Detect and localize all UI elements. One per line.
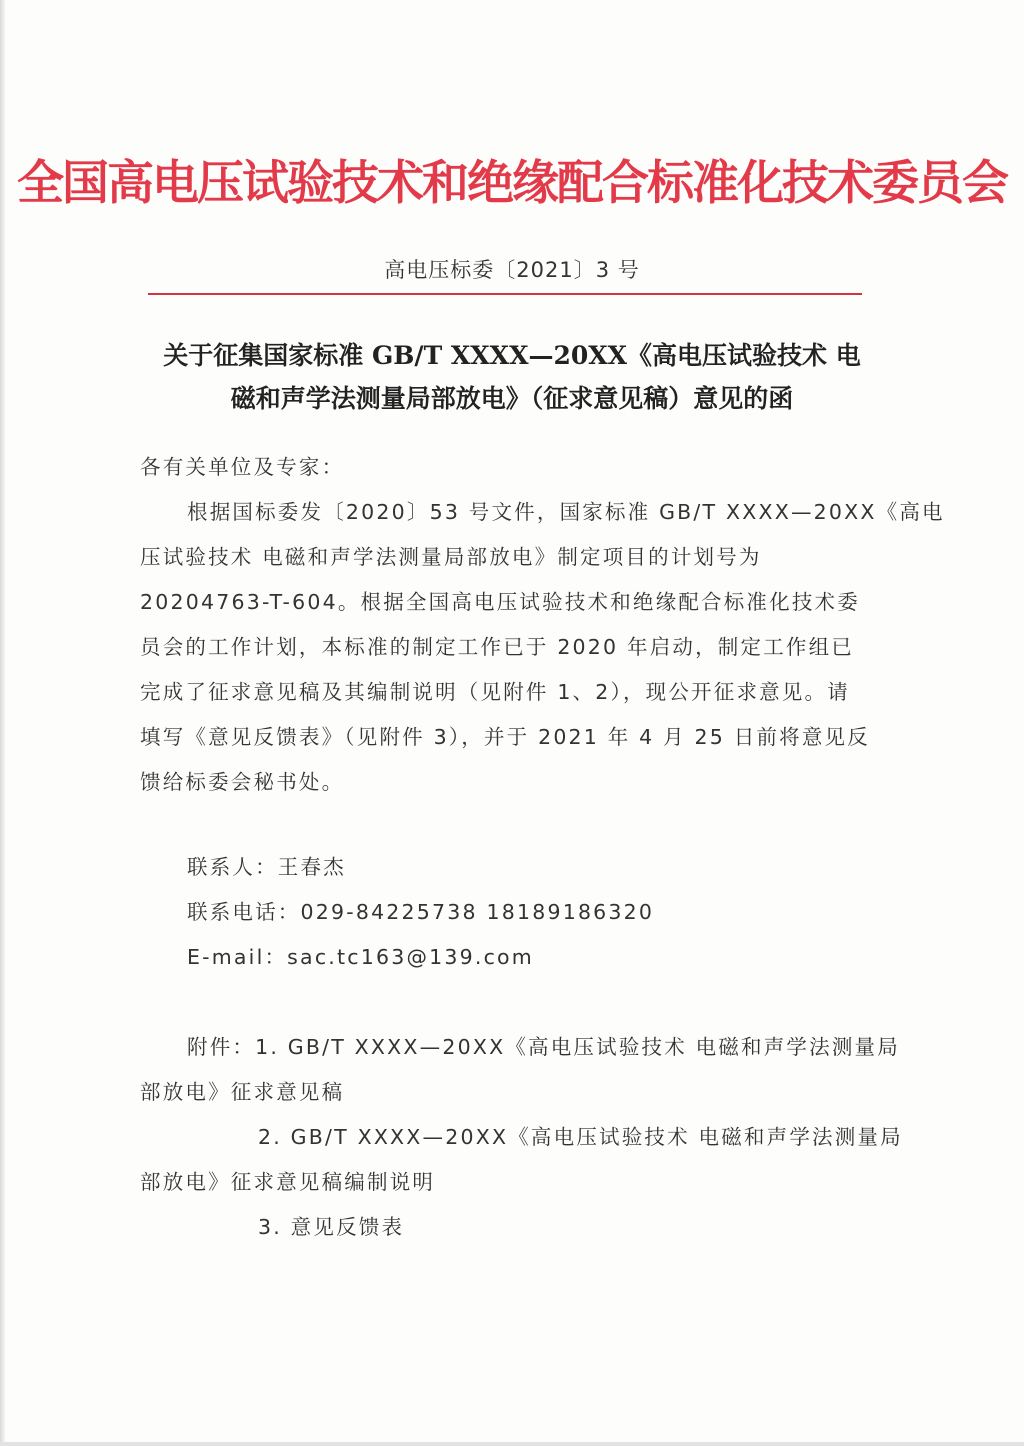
paragraph-line: 填写《意见反馈表》（见附件 3），并于 2021 年 4 月 25 日前将意见反 (140, 725, 870, 749)
paragraph-line: 压试验技术 电磁和声学法测量局部放电》制定项目的计划号为 (140, 545, 762, 569)
document-number: 高电压标委〔2021〕3 号 (384, 258, 640, 282)
paragraph-line: 员会的工作计划，本标准的制定工作已于 2020 年启动，制定工作组已 (140, 635, 855, 659)
subject-line-2: 磁和声学法测量局部放电》（征求意见稿）意见的函 (230, 384, 794, 413)
contact-person: 联系人：王春杰 (187, 855, 346, 879)
scan-edge-shadow (0, 0, 6, 1446)
attachment-2-line-1: 2. GB/T XXXX—20XX《高电压试验技术 电磁和声学法测量局 (258, 1125, 903, 1149)
paragraph-line: 20204763-T-604。根据全国高电压试验技术和绝缘配合标准化技术委 (140, 590, 860, 614)
letter-subject (120, 334, 904, 420)
attachment-3: 3. 意见反馈表 (258, 1215, 405, 1239)
attachment-1-line-2: 部放电》征求意见稿 (140, 1080, 345, 1104)
attachment-1-line-1: 附件：1. GB/T XXXX—20XX《高电压试验技术 电磁和声学法测量局 (187, 1035, 900, 1059)
letterhead-organization: 全国高电压试验技术和绝缘配合标准化技术委员会 (17, 156, 1007, 211)
subject-line-1: 关于征集国家标准 GB/T XXXX—20XX《高电压试验技术 电 (163, 341, 861, 370)
contact-phone: 联系电话：029-84225738 18189186320 (187, 900, 655, 924)
scan-bottom-edge (0, 1442, 1024, 1446)
contact-email: E-mail：sac.tc163@139.com (187, 945, 534, 969)
salutation: 各有关单位及专家： (140, 455, 345, 479)
attachment-2-line-2: 部放电》征求意见稿编制说明 (140, 1170, 436, 1194)
paragraph-line: 完成了征求意见稿及其编制说明（见附件 1、2），现公开征求意见。请 (140, 680, 850, 704)
paragraph-line: 根据国标委发〔2020〕53 号文件，国家标准 GB/T XXXX—20XX《高电 (187, 500, 945, 524)
letterhead-divider (148, 293, 862, 295)
paragraph-line: 馈给标委会秘书处。 (140, 770, 345, 794)
